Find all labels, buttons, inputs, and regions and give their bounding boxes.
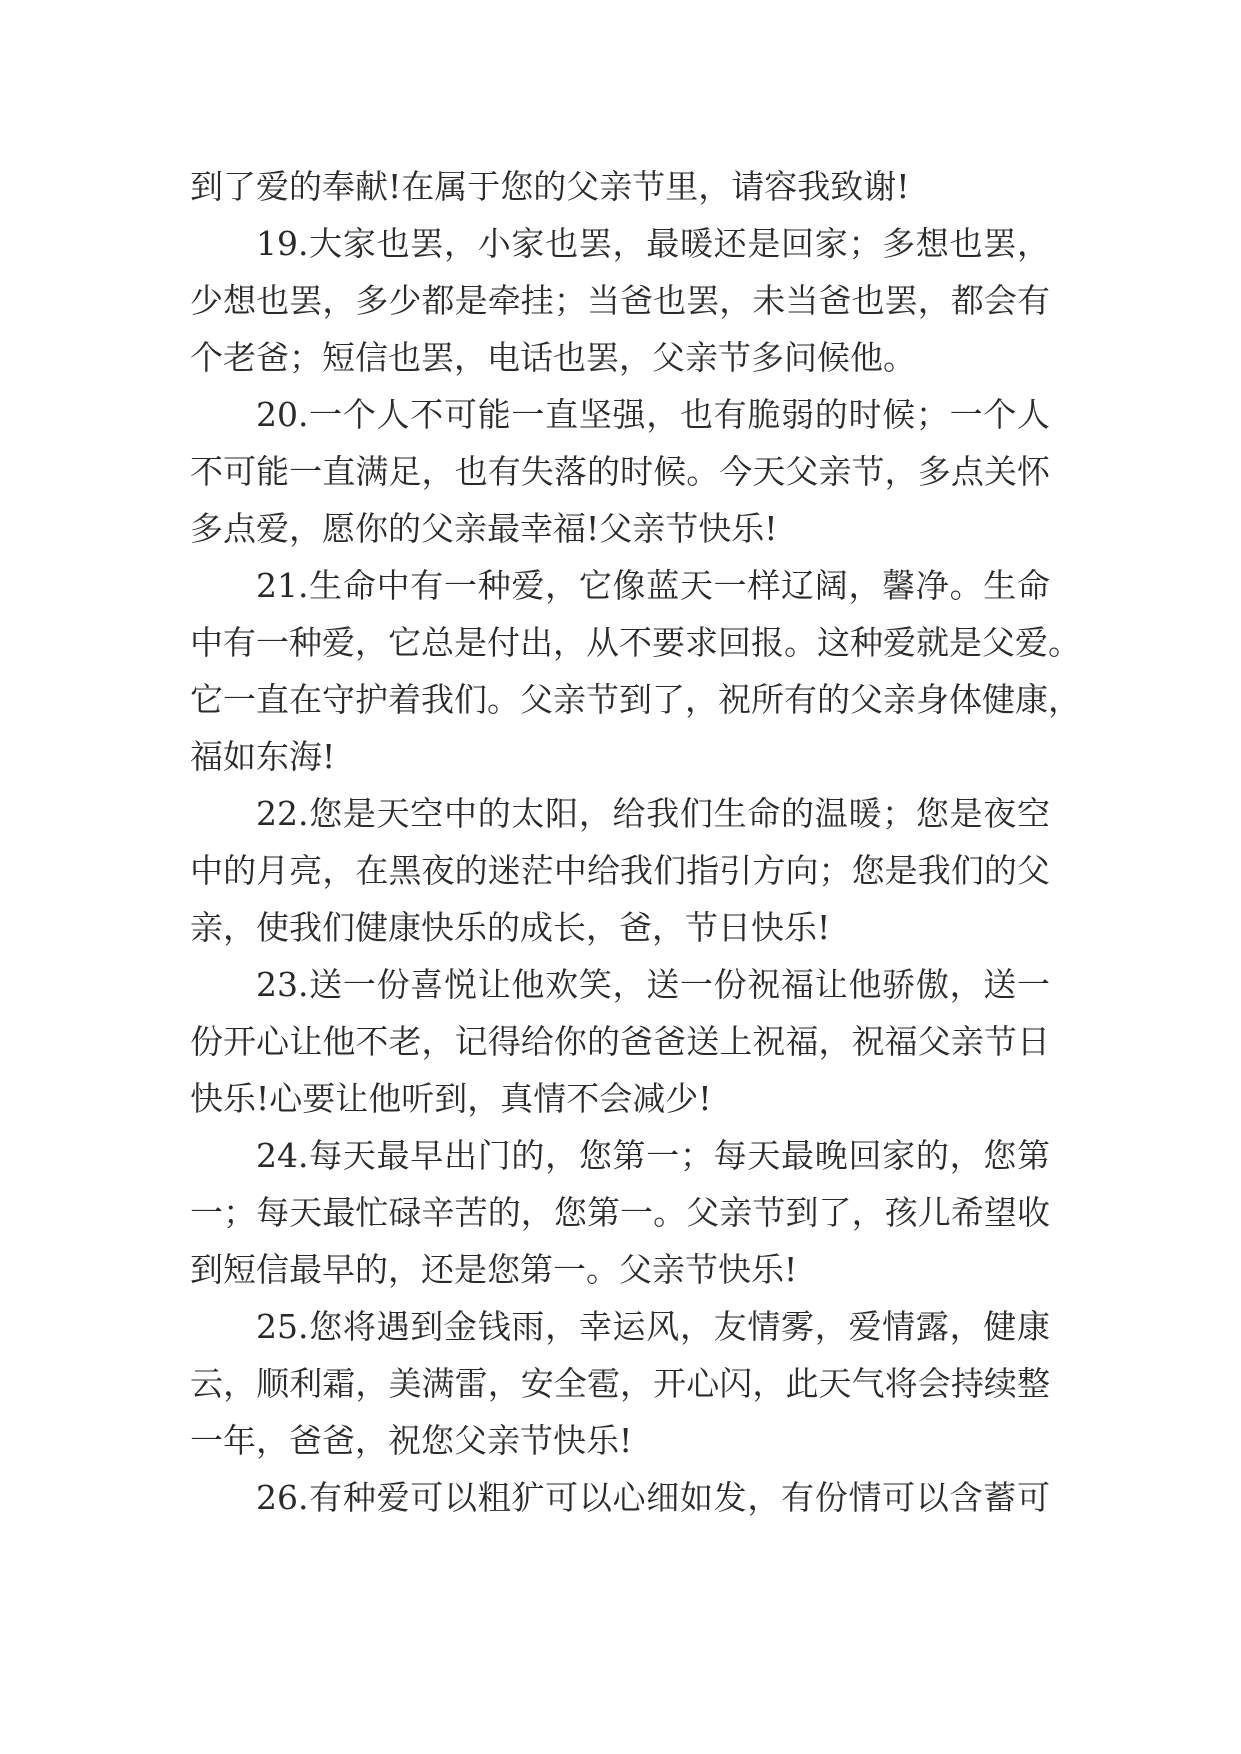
text-line: 快乐!心要让他听到，真情不会减少! [190, 1079, 712, 1118]
text-line: 25.您将遇到金钱雨，幸运风，友情雾，爱情露，健康 [256, 1307, 1050, 1346]
text-line: 亲，使我们健康快乐的成长，爸，节日快乐! [190, 908, 831, 947]
body-text [190, 158, 1081, 1526]
text-line: 中的月亮，在黑夜的迷茫中给我们指引方向；您是我们的父 [190, 851, 1050, 890]
text-line: 21.生命中有一种爱，它像蓝天一样辽阔，馨净。生命 [256, 566, 1050, 605]
text-line: 福如东海! [190, 737, 336, 776]
text-line: 26.有种爱可以粗犷可以心细如发，有份情可以含蓄可 [256, 1478, 1050, 1517]
text-line: 份开心让他不老，记得给你的爸爸送上祝福，祝福父亲节日 [190, 1022, 1050, 1061]
text-line: 23.送一份喜悦让他欢笑，送一份祝福让他骄傲，送一 [256, 965, 1050, 1004]
text-line: 中有一种爱，它总是付出，从不要求回报。这种爱就是父爱。 [190, 623, 1081, 662]
text-line: 不可能一直满足，也有失落的时候。今天父亲节，多点关怀 [190, 452, 1050, 491]
text-line: 19.大家也罢，小家也罢，最暖还是回家；多想也罢， [256, 224, 1050, 263]
text-line: 多点爱，愿你的父亲最幸福!父亲节快乐! [190, 509, 778, 548]
text-line: 它一直在守护着我们。父亲节到了，祝所有的父亲身体健康， [190, 680, 1081, 719]
text-line: 到短信最早的，还是您第一。父亲节快乐! [190, 1250, 798, 1289]
text-line: 到了爱的奉献!在属于您的父亲节里，请容我致谢! [190, 167, 910, 206]
text-line: 一年，爸爸，祝您父亲节快乐! [190, 1421, 633, 1460]
text-line: 22.您是天空中的太阳，给我们生命的温暖；您是夜空 [256, 794, 1050, 833]
text-line: 一；每天最忙碌辛苦的，您第一。父亲节到了，孩儿希望收 [190, 1193, 1050, 1232]
text-line: 个老爸；短信也罢，电话也罢，父亲节多问候他。 [190, 338, 916, 377]
text-line: 24.每天最早出门的，您第一；每天最晚回家的，您第 [256, 1136, 1050, 1175]
text-line: 20.一个人不可能一直坚强，也有脆弱的时候；一个人 [256, 395, 1050, 434]
text-line: 云，顺利霜，美满雷，安全雹，开心闪，此天气将会持续整 [190, 1364, 1050, 1403]
text-line: 少想也罢，多少都是牵挂；当爸也罢，未当爸也罢，都会有 [190, 281, 1050, 320]
